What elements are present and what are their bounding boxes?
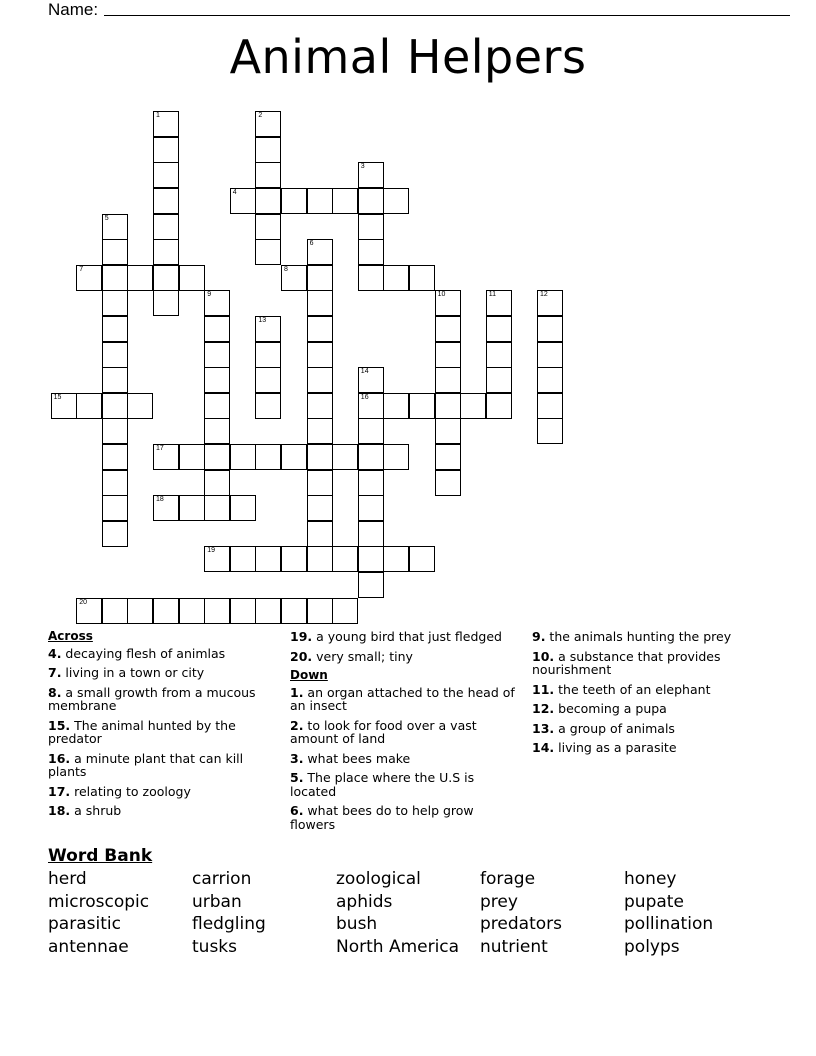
clue — [48, 785, 270, 799]
word-bank-word: zoological — [336, 869, 421, 889]
clue — [290, 650, 515, 664]
grid-cell[interactable] — [102, 470, 128, 496]
cell-number: 13 — [258, 316, 267, 324]
name-label: Name: — [48, 0, 99, 19]
clue-text: to look for food over a vast amount of land — [290, 717, 477, 746]
grid-cell[interactable] — [409, 265, 435, 291]
grid-cell[interactable] — [358, 367, 384, 393]
grid-cell[interactable] — [358, 214, 384, 240]
grid-cell[interactable] — [204, 367, 230, 393]
clue-text: very small; tiny — [312, 648, 413, 664]
clue-text: The animal hunted by the predator — [48, 717, 236, 746]
grid-cell[interactable] — [358, 470, 384, 496]
grid-cell[interactable] — [281, 546, 307, 572]
word-bank-word: prey — [480, 891, 518, 912]
clue-text: an organ attached to the head of an insect — [290, 684, 515, 713]
cell-number: 7 — [79, 265, 84, 273]
grid-cell[interactable] — [102, 290, 128, 316]
clue — [290, 752, 515, 766]
cell-number: 2 — [258, 112, 263, 120]
cell-number: 14 — [360, 368, 369, 376]
grid-cell[interactable] — [255, 444, 281, 470]
grid-cell[interactable] — [76, 393, 102, 419]
word-bank-word: microscopic — [48, 891, 150, 912]
grid-cell[interactable] — [102, 239, 128, 265]
cell-number: 10 — [437, 291, 446, 299]
clue-number: 19. — [290, 629, 313, 644]
grid-cell[interactable] — [102, 418, 128, 444]
grid-cell[interactable] — [102, 393, 128, 419]
clue-number: 9. — [532, 629, 546, 644]
grid-cell[interactable] — [537, 393, 563, 419]
grid-cell[interactable] — [51, 393, 77, 419]
clue — [48, 804, 270, 818]
grid-cell[interactable] — [537, 316, 563, 342]
grid-cell[interactable] — [153, 444, 179, 470]
grid-cell[interactable] — [179, 265, 205, 291]
clue-number: 12. — [532, 701, 555, 716]
grid-cell[interactable] — [179, 495, 205, 521]
grid-cell[interactable] — [307, 418, 333, 444]
grid-cell[interactable] — [102, 598, 128, 624]
grid-cell[interactable] — [102, 367, 128, 393]
grid-cell[interactable] — [153, 137, 179, 163]
clue-number: 5. — [290, 770, 304, 785]
grid-cell[interactable] — [281, 265, 307, 291]
cell-number: 3 — [360, 163, 365, 171]
word-bank-column — [336, 868, 459, 958]
grid-cell[interactable] — [255, 188, 281, 214]
clue — [532, 650, 767, 677]
grid-cell[interactable] — [435, 342, 461, 368]
grid-cell[interactable] — [255, 162, 281, 188]
across-heading: Across — [48, 629, 93, 643]
grid-cell[interactable] — [383, 444, 409, 470]
clue-number: 18. — [48, 803, 71, 818]
grid-cell[interactable] — [307, 521, 333, 547]
grid-cell[interactable] — [281, 188, 307, 214]
grid-cell[interactable] — [383, 393, 409, 419]
grid-cell[interactable] — [307, 470, 333, 496]
cell-number: 19 — [207, 547, 215, 555]
clue-number: 7. — [48, 665, 62, 680]
clue-number: 1. — [290, 684, 304, 700]
word-bank-column — [48, 868, 149, 958]
grid-cell[interactable] — [307, 342, 333, 368]
word-bank-word: pupate — [624, 891, 684, 912]
grid-cell[interactable] — [255, 598, 281, 624]
grid-cell[interactable] — [153, 214, 179, 240]
grid-cell[interactable] — [255, 239, 281, 265]
clue-text: decaying flesh of animlas — [61, 645, 226, 661]
grid-cell[interactable] — [255, 367, 281, 393]
clues-column-3 — [532, 630, 767, 761]
grid-cell[interactable] — [307, 290, 333, 316]
grid-cell[interactable] — [435, 393, 461, 419]
grid-cell[interactable] — [102, 214, 128, 240]
grid-cell[interactable] — [153, 111, 179, 137]
grid-cell[interactable] — [204, 444, 230, 470]
grid-cell[interactable] — [409, 546, 435, 572]
grid-cell[interactable] — [255, 111, 281, 137]
word-bank-title: Word Bank — [48, 846, 153, 866]
word-bank-word: carrion — [192, 869, 252, 889]
grid-cell[interactable] — [102, 316, 128, 342]
clue-text: a minute plant that can kill plants — [48, 750, 244, 779]
word-bank-word: herd — [48, 869, 87, 889]
clue — [532, 683, 767, 697]
grid-cell[interactable] — [255, 137, 281, 163]
grid-cell[interactable] — [358, 444, 384, 470]
clue-number: 8. — [48, 684, 62, 700]
grid-cell[interactable] — [358, 188, 384, 214]
grid-cell[interactable] — [307, 495, 333, 521]
grid-cell[interactable] — [383, 546, 409, 572]
clue-text: a shrub — [70, 803, 122, 818]
grid-cell[interactable] — [307, 265, 333, 291]
clue-number: 11. — [532, 681, 555, 697]
grid-cell[interactable] — [486, 342, 512, 368]
clue — [290, 771, 515, 798]
grid-cell[interactable] — [307, 598, 333, 624]
grid-cell[interactable] — [153, 265, 179, 291]
grid-cell[interactable] — [281, 444, 307, 470]
grid-cell[interactable] — [307, 444, 333, 470]
grid-cell[interactable] — [307, 393, 333, 419]
grid-cell[interactable] — [102, 495, 128, 521]
word-bank-word: urban — [192, 891, 242, 912]
grid-cell[interactable] — [358, 265, 384, 291]
grid-cell[interactable] — [153, 598, 179, 624]
clue-number: 10. — [532, 648, 555, 664]
clue-number: 6. — [290, 803, 304, 818]
grid-cell[interactable] — [127, 393, 153, 419]
clue — [48, 666, 270, 680]
clue-number: 20. — [290, 648, 313, 664]
clue-number: 17. — [48, 783, 71, 799]
cell-number: 4 — [232, 188, 237, 196]
grid-cell[interactable] — [230, 495, 256, 521]
clue-text: a young bird that just fledged — [312, 629, 502, 644]
grid-cell[interactable] — [127, 598, 153, 624]
grid-cell[interactable] — [409, 393, 435, 419]
cell-number: 15 — [53, 393, 62, 401]
grid-cell[interactable] — [76, 265, 102, 291]
grid-cell[interactable] — [204, 342, 230, 368]
word-bank-word: forage — [480, 869, 536, 889]
clue — [532, 630, 767, 644]
clue — [48, 719, 270, 746]
grid-cell[interactable] — [435, 470, 461, 496]
word-bank-word: fledgling — [192, 914, 266, 934]
down-heading: Down — [290, 668, 328, 682]
grid-cell[interactable] — [76, 598, 102, 624]
word-bank-word: nutrient — [480, 936, 548, 957]
grid-cell[interactable] — [486, 393, 512, 419]
clue-text: living as a parasite — [554, 740, 677, 755]
grid-cell[interactable] — [383, 265, 409, 291]
page-title: Animal Helpers — [229, 30, 587, 84]
clue-text: the teeth of an elephant — [554, 681, 711, 697]
clue — [48, 752, 270, 779]
clue-number: 3. — [290, 750, 304, 766]
grid-cell[interactable] — [102, 265, 128, 291]
word-bank-column — [192, 868, 266, 958]
cell-number: 18 — [156, 496, 164, 504]
clue-text: the animals hunting the prey — [545, 629, 732, 644]
cell-number: 17 — [156, 444, 164, 452]
clue-number: 14. — [532, 740, 555, 755]
grid-cell[interactable] — [332, 188, 358, 214]
grid-cell[interactable] — [255, 214, 281, 240]
grid-cell[interactable] — [332, 444, 358, 470]
clue-text: living in a town or city — [61, 665, 205, 680]
word-bank-column — [624, 868, 713, 958]
clue — [48, 686, 270, 713]
grid-cell[interactable] — [179, 598, 205, 624]
grid-cell[interactable] — [204, 418, 230, 444]
cell-number: 6 — [309, 240, 314, 248]
grid-cell[interactable] — [537, 367, 563, 393]
word-bank-word: predators — [480, 914, 562, 934]
grid-cell[interactable] — [281, 598, 307, 624]
grid-cell[interactable] — [204, 495, 230, 521]
word-bank-word: aphids — [336, 891, 393, 912]
grid-cell[interactable] — [358, 418, 384, 444]
clue — [532, 741, 767, 755]
grid-cell[interactable] — [435, 316, 461, 342]
grid-cell[interactable] — [435, 290, 461, 316]
word-bank-word: honey — [624, 869, 677, 889]
cell-number: 16 — [360, 393, 369, 401]
grid-cell[interactable] — [255, 393, 281, 419]
grid-cell[interactable] — [307, 546, 333, 572]
clue-text: a small growth from a mucous membrane — [48, 684, 256, 713]
grid-cell[interactable] — [307, 367, 333, 393]
clue-text: relating to zoology — [70, 783, 191, 799]
grid-cell[interactable] — [435, 418, 461, 444]
grid-cell[interactable] — [153, 162, 179, 188]
word-bank-word: bush — [336, 914, 378, 934]
grid-cell[interactable] — [332, 598, 358, 624]
clue — [532, 702, 767, 716]
clue — [290, 719, 515, 746]
grid-cell[interactable] — [255, 316, 281, 342]
grid-cell[interactable] — [486, 290, 512, 316]
grid-cell[interactable] — [307, 188, 333, 214]
grid-cell[interactable] — [358, 521, 384, 547]
word-bank-word: parasitic — [48, 914, 121, 934]
grid-cell[interactable] — [255, 342, 281, 368]
clue — [290, 630, 515, 644]
clue — [290, 686, 515, 713]
grid-cell[interactable] — [358, 495, 384, 521]
grid-cell[interactable] — [102, 444, 128, 470]
grid-cell[interactable] — [537, 342, 563, 368]
grid-cell[interactable] — [204, 316, 230, 342]
clue-text: what bees make — [303, 750, 411, 766]
clue-number: 16. — [48, 750, 71, 766]
word-bank-word: antennae — [48, 936, 129, 957]
grid-cell[interactable] — [204, 598, 230, 624]
cell-number: 20 — [79, 598, 87, 606]
grid-cell[interactable] — [230, 444, 256, 470]
grid-cell[interactable] — [102, 521, 128, 547]
cell-number: 12 — [540, 291, 548, 299]
grid-cell[interactable] — [230, 598, 256, 624]
grid-cell[interactable] — [230, 188, 256, 214]
grid-cell[interactable] — [383, 188, 409, 214]
grid-cell[interactable] — [153, 495, 179, 521]
clue-text: what bees do to help grow flowers — [290, 803, 474, 832]
grid-cell[interactable] — [179, 444, 205, 470]
word-bank-word: tusks — [192, 936, 237, 957]
grid-cell[interactable] — [255, 546, 281, 572]
grid-cell[interactable] — [102, 342, 128, 368]
grid-cell[interactable] — [435, 367, 461, 393]
grid-cell[interactable] — [358, 162, 384, 188]
grid-cell[interactable] — [486, 367, 512, 393]
clue-number: 13. — [532, 720, 555, 736]
grid-cell[interactable] — [358, 546, 384, 572]
grid-cell[interactable] — [486, 316, 512, 342]
cell-number: 9 — [207, 291, 212, 299]
clue — [48, 647, 270, 661]
grid-cell[interactable] — [358, 393, 384, 419]
word-bank-column — [480, 868, 562, 958]
grid-cell[interactable] — [153, 188, 179, 214]
word-bank-word: pollination — [624, 914, 714, 934]
grid-cell[interactable] — [153, 239, 179, 265]
clue-text: The place where the U.S is located — [290, 770, 475, 799]
cell-number: 11 — [488, 291, 497, 299]
clue — [290, 804, 515, 831]
cell-number: 8 — [284, 265, 288, 273]
grid-cell[interactable] — [537, 290, 563, 316]
grid-cell[interactable] — [537, 418, 563, 444]
cell-number: 5 — [104, 214, 109, 222]
grid-cell[interactable] — [460, 393, 486, 419]
clue — [532, 722, 767, 736]
grid-cell[interactable] — [358, 572, 384, 598]
clue-number: 4. — [48, 645, 62, 661]
clue-text: a group of animals — [554, 720, 675, 736]
grid-cell[interactable] — [230, 546, 256, 572]
clue-number: 15. — [48, 717, 71, 733]
clue-text: becoming a pupa — [554, 701, 667, 716]
grid-cell[interactable] — [204, 393, 230, 419]
clues-column-1 — [48, 630, 270, 824]
clue-text: a substance that provides nourishment — [532, 648, 721, 677]
grid-cell[interactable] — [332, 546, 358, 572]
word-bank-word: polyps — [624, 936, 680, 957]
grid-cell[interactable] — [153, 290, 179, 316]
grid-cell[interactable] — [204, 470, 230, 496]
clues-column-2 — [290, 630, 515, 837]
grid-cell[interactable] — [358, 239, 384, 265]
clue-number: 2. — [290, 717, 304, 733]
grid-cell[interactable] — [435, 444, 461, 470]
word-bank-word: North America — [336, 936, 460, 957]
grid-cell[interactable] — [204, 290, 230, 316]
grid-cell[interactable] — [127, 265, 153, 291]
grid-cell[interactable] — [204, 546, 230, 572]
grid-cell[interactable] — [307, 239, 333, 265]
cell-number: 1 — [156, 112, 160, 120]
grid-cell[interactable] — [307, 316, 333, 342]
